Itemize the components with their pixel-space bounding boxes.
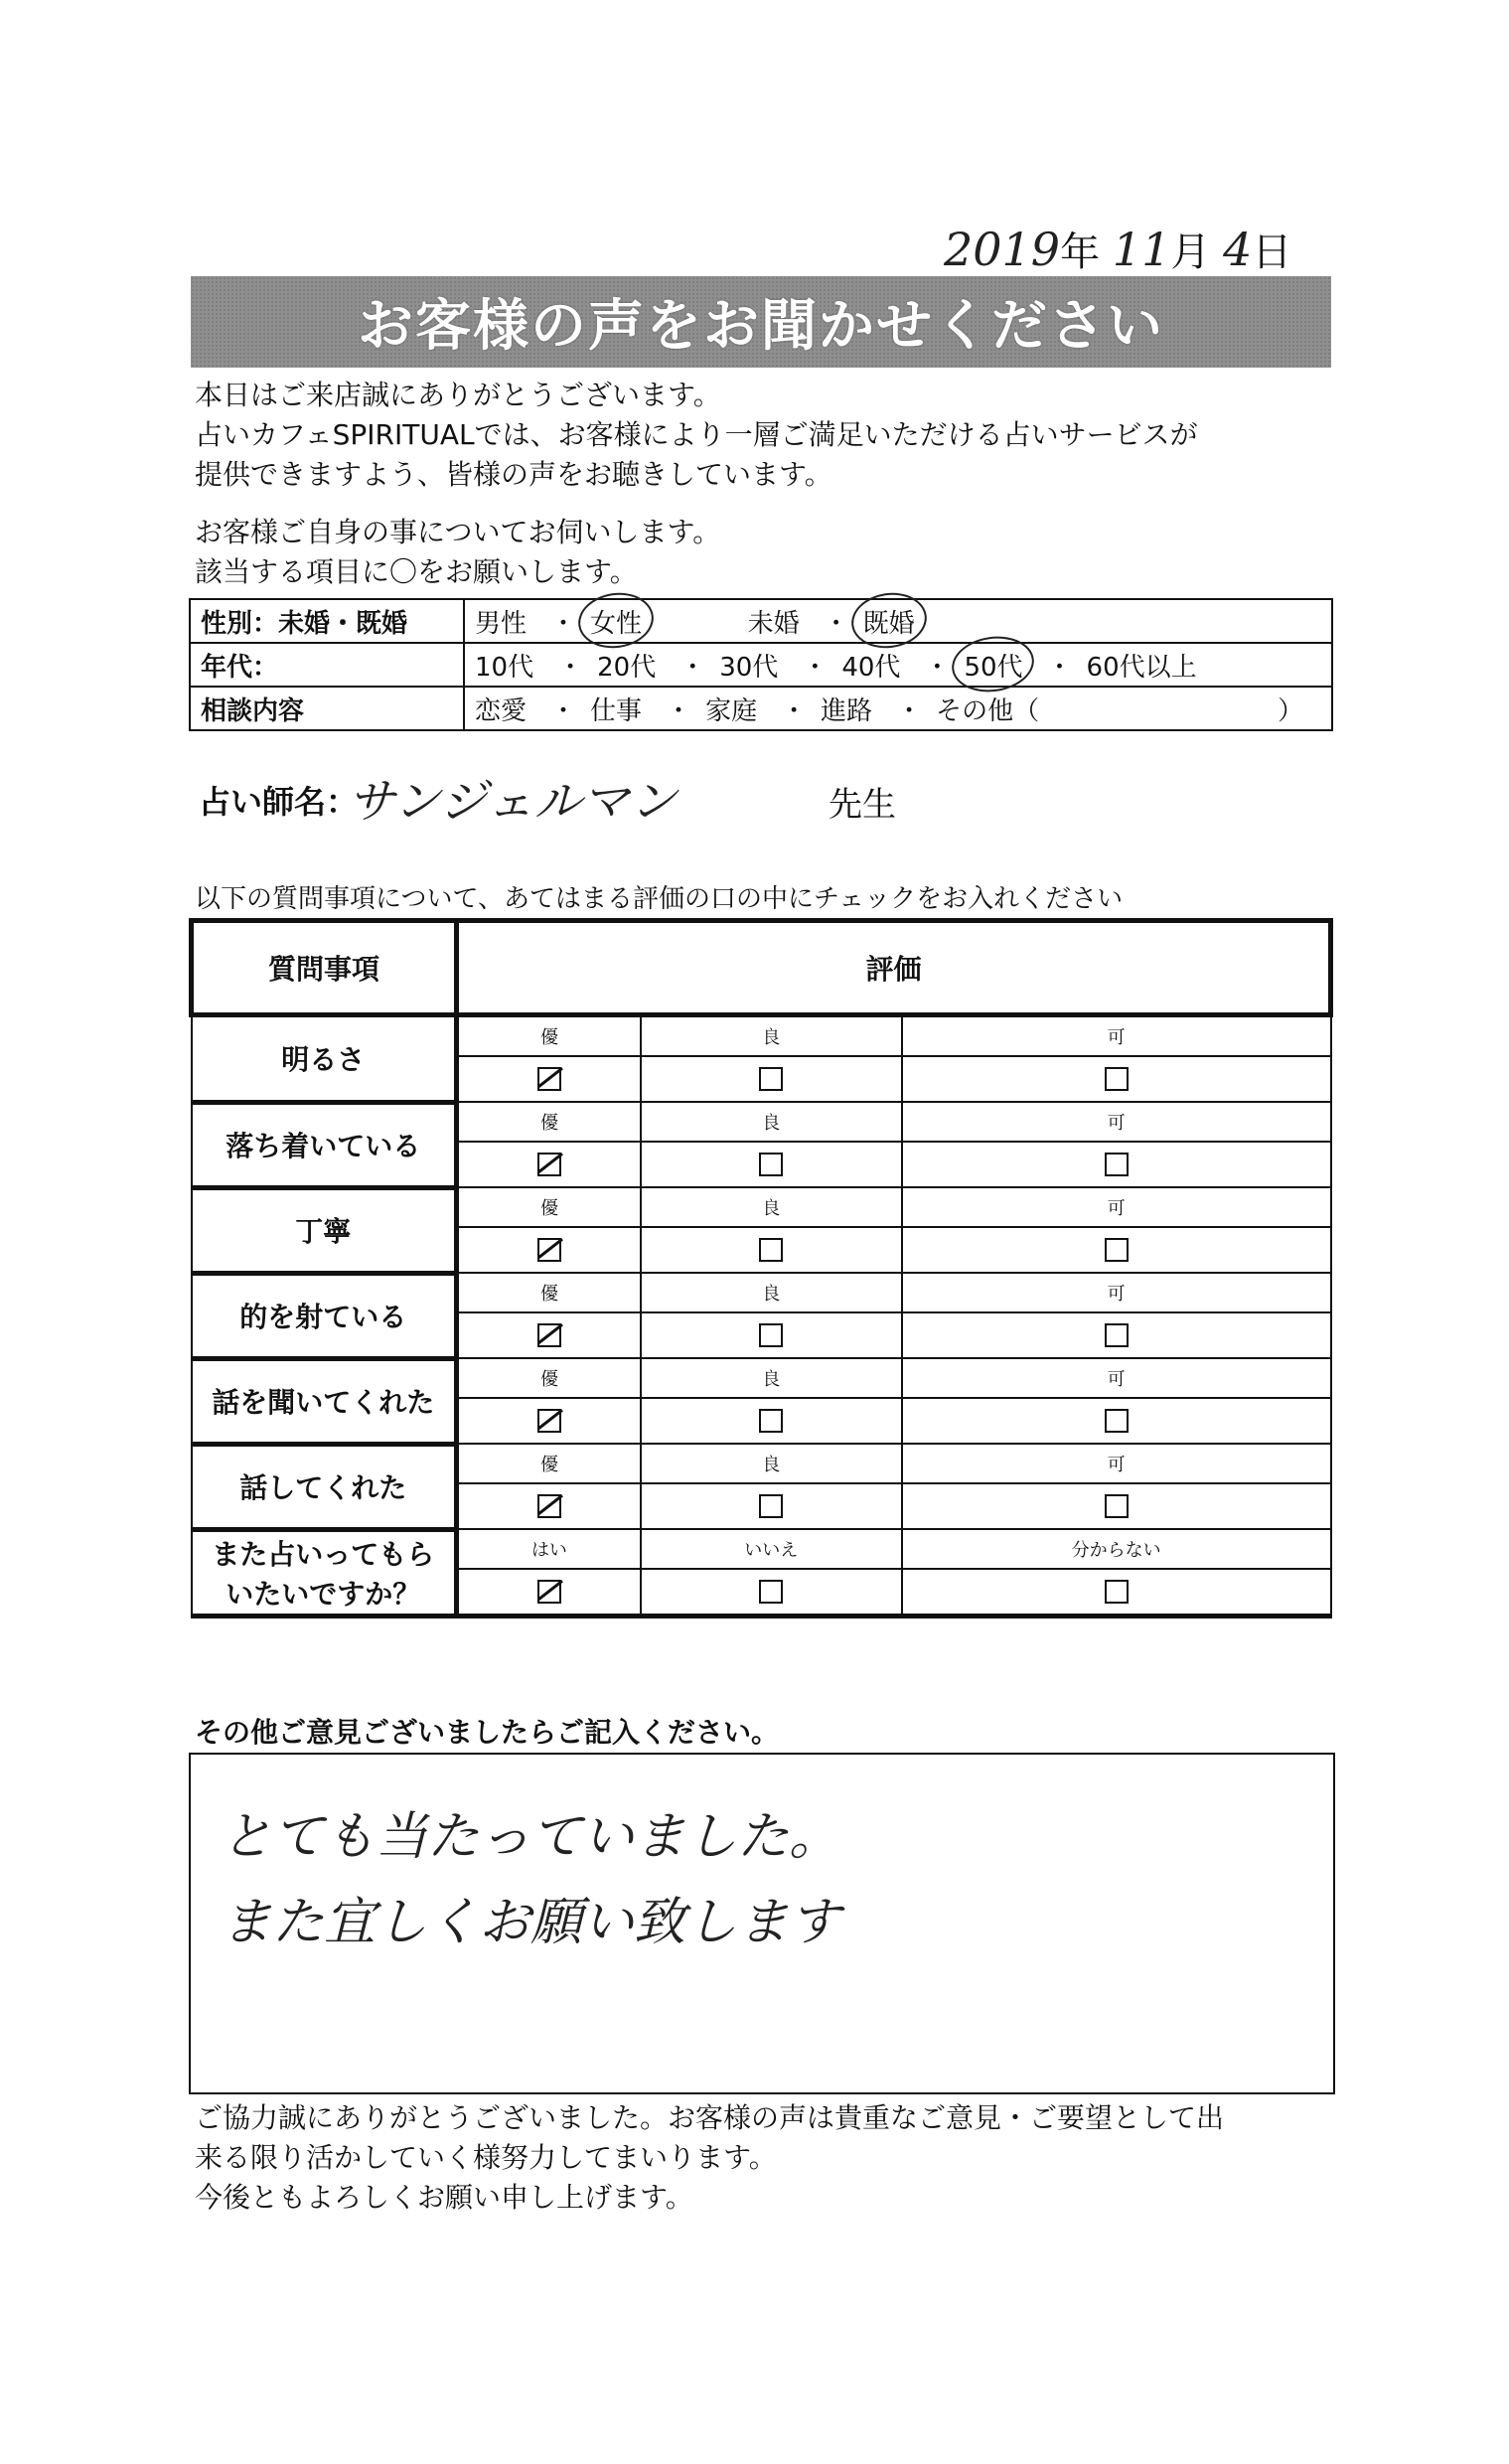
rating-label: 可 (902, 1358, 1331, 1398)
checkbox-excellent[interactable] (537, 1238, 561, 1262)
comment-box[interactable] (189, 1753, 1335, 2094)
teller-label: 占い師名： (199, 783, 359, 821)
intro-line: 占いカフェSPIRITUALでは、お客様により一層ご満足いただける占いサービスが (195, 418, 1198, 451)
separator: ・ (1046, 652, 1073, 683)
separator: ・ (781, 695, 808, 726)
question-label (192, 1529, 457, 1617)
option-age-50[interactable] (964, 647, 1022, 684)
comment-line: また宜しくお願い致します (221, 1893, 841, 1952)
option-unmarried[interactable]: 未婚 (747, 608, 800, 639)
checkbox-fair[interactable] (1105, 1409, 1129, 1433)
checkbox-yes[interactable] (537, 1580, 561, 1604)
option-family[interactable]: 家庭 (705, 695, 758, 726)
profile-label: 性別：未婚・既婚 (190, 599, 464, 643)
rating-label: 可 (902, 1444, 1331, 1483)
eval-label-row (192, 1102, 1331, 1142)
profile-intro-line: 該当する項目に〇をお願いします。 (195, 555, 638, 588)
profile-label: 相談内容 (190, 687, 464, 730)
separator: ・ (924, 652, 951, 683)
profile-options (464, 687, 1332, 730)
checkbox-good[interactable] (759, 1238, 783, 1262)
profile-row-age (190, 643, 1332, 687)
option-other[interactable]: その他（ (936, 695, 1040, 726)
checkbox-excellent[interactable] (537, 1409, 561, 1433)
footer-line: 今後ともよろしくお願い申し上げます。 (195, 2181, 693, 2214)
option-age-60-plus[interactable]: 60代以上 (1086, 652, 1197, 683)
checkbox-fair[interactable] (1105, 1238, 1129, 1262)
rating-label: 可 (902, 1102, 1331, 1142)
separator: ・ (557, 652, 584, 683)
rating-label: 良 (641, 1015, 902, 1057)
rating-label: はい (457, 1529, 641, 1569)
footer-text (195, 2098, 1224, 2218)
question-line: また占いってもら (212, 1537, 435, 1571)
separator: ・ (679, 652, 706, 683)
checkbox-excellent[interactable] (537, 1153, 561, 1176)
rating-header: 評価 (457, 921, 1331, 1015)
checkbox-fair[interactable] (1105, 1153, 1129, 1176)
separator: ・ (802, 652, 829, 683)
option-age-40[interactable]: 40代 (841, 652, 901, 683)
option-male[interactable]: 男性 (475, 608, 528, 639)
comment-label: その他ご意見ございましたらご記入ください。 (195, 1716, 780, 1749)
separator: ・ (550, 608, 577, 639)
rating-label: 可 (902, 1015, 1331, 1057)
checkbox-fair[interactable] (1105, 1067, 1129, 1091)
rating-label: 可 (902, 1273, 1331, 1312)
checkbox-excellent[interactable] (537, 1494, 561, 1518)
rating-label: 優 (457, 1358, 641, 1398)
option-other-close: ） (1278, 695, 1304, 726)
checkbox-good[interactable] (759, 1153, 783, 1176)
intro-line: 本日はご来店誠にありがとうございます。 (195, 379, 721, 411)
title-banner (191, 276, 1331, 368)
date-year: 2019 (944, 223, 1061, 276)
rating-label: 優 (457, 1102, 641, 1142)
page-title: お客様の声をお聞かせください (358, 294, 1164, 359)
option-work[interactable]: 仕事 (590, 695, 643, 726)
profile-options (464, 599, 1332, 643)
option-age-10[interactable]: 10代 (475, 652, 534, 683)
question-label: 丁寧 (192, 1187, 457, 1273)
option-married[interactable] (863, 603, 915, 640)
checkbox-good[interactable] (759, 1409, 783, 1433)
rating-label: いいえ (641, 1529, 902, 1569)
rating-label: 良 (641, 1444, 902, 1483)
checkbox-excellent[interactable] (537, 1067, 561, 1091)
intro-line: 提供できますよう、皆様の声をお聴きしています。 (195, 458, 832, 491)
eval-label-row (192, 1015, 1331, 1057)
separator: ・ (666, 695, 692, 726)
rating-label: 可 (902, 1187, 1331, 1227)
comment-line: とても当たっていました。 (221, 1807, 841, 1867)
option-label: 既婚 (862, 608, 915, 639)
evaluation-table (189, 918, 1333, 1618)
eval-label-row (192, 1529, 1331, 1569)
eval-label-row (192, 1358, 1331, 1398)
option-female[interactable] (590, 603, 642, 640)
eval-label-row (192, 1187, 1331, 1227)
checkbox-good[interactable] (759, 1323, 783, 1347)
date-month: 11 (1112, 223, 1171, 276)
profile-row-gender (190, 599, 1332, 643)
question-label: 話してくれた (192, 1444, 457, 1529)
question-header: 質問事項 (192, 921, 457, 1015)
rating-label: 優 (457, 1015, 641, 1057)
survey-date (944, 221, 1291, 277)
questions-intro: 以下の質問事項について、あてはまる評価の口の中にチェックをお入れください (195, 884, 1124, 914)
rating-label: 優 (457, 1187, 641, 1227)
option-age-20[interactable]: 20代 (597, 652, 657, 683)
option-age-30[interactable]: 30代 (719, 652, 779, 683)
separator: ・ (896, 695, 923, 726)
rating-label: 分からない (902, 1529, 1331, 1569)
question-label: 話を聞いてくれた (192, 1358, 457, 1444)
profile-row-topic (190, 687, 1332, 730)
question-label: 明るさ (192, 1015, 457, 1103)
profile-table (189, 598, 1333, 731)
rating-label: 良 (641, 1273, 902, 1312)
question-label: 的を射ている (192, 1273, 457, 1358)
rating-label: 良 (641, 1102, 902, 1142)
question-line: いたいですか？ (226, 1577, 421, 1611)
option-career[interactable]: 進路 (821, 695, 873, 726)
rating-label: 良 (641, 1187, 902, 1227)
profile-options (464, 643, 1332, 687)
eval-label-row (192, 1273, 1331, 1312)
checkbox-fair[interactable] (1105, 1494, 1129, 1518)
profile-intro-line: お客様ご自身の事についてお伺いします。 (195, 516, 721, 548)
profile-intro (195, 513, 720, 592)
separator: ・ (823, 608, 849, 639)
question-label: 落ち着いている (192, 1102, 457, 1187)
rating-label: 良 (641, 1358, 902, 1398)
date-day-unit: 日 (1252, 230, 1292, 275)
rating-label: 優 (457, 1444, 641, 1483)
profile-label: 年代： (190, 643, 464, 687)
option-love[interactable]: 恋愛 (475, 695, 528, 726)
footer-line: ご協力誠にありがとうございました。お客様の声は貴重なご意見・ご要望として出 (195, 2101, 1225, 2134)
rating-label: 優 (457, 1273, 641, 1312)
date-day: 4 (1223, 223, 1253, 276)
teller-suffix: 先生 (829, 785, 896, 825)
checkbox-no[interactable] (759, 1580, 783, 1604)
date-year-unit: 年 (1060, 230, 1101, 275)
checkbox-good[interactable] (759, 1494, 783, 1518)
option-label: 女性 (590, 608, 643, 639)
footer-line: 来る限り活かしていく様努力してまいります。 (195, 2141, 777, 2174)
checkbox-good[interactable] (759, 1067, 783, 1091)
eval-header-row (192, 921, 1331, 1015)
option-label: 50代 (964, 652, 1023, 683)
teller-name: サンジェルマン (348, 774, 678, 830)
eval-label-row (192, 1444, 1331, 1483)
intro-text (195, 376, 1198, 495)
checkbox-excellent[interactable] (537, 1323, 561, 1347)
checkbox-fair[interactable] (1105, 1323, 1129, 1347)
checkbox-unsure[interactable] (1105, 1580, 1129, 1604)
date-month-unit: 月 (1170, 230, 1211, 275)
separator: ・ (550, 695, 577, 726)
